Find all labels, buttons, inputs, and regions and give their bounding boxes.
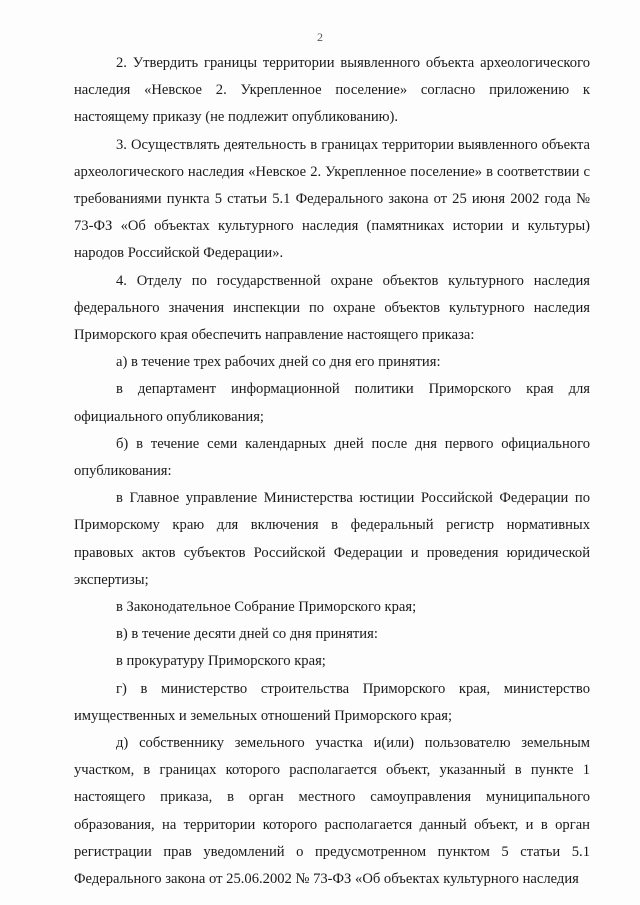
paragraph-item-b: б) в течение семи календарных дней после дня первого официального опубликования: <box>74 435 590 480</box>
paragraph-legislative-assembly: в Законодательное Собрание Приморского края; <box>116 599 417 616</box>
document-body <box>74 50 590 893</box>
paragraph-item-d: д) собственнику земельного участка и(или) пользователю земельным участком, в границах которого располагается объект, указанный в пункте 1 настоящего приказа, в орган местного самоуправления муниципального образования, на территории которого располагается данный объект, и в орган регистрации прав уведомлений о предусмотренном пунктом 5 статьи 5.1 Федерального закона от 25.06.2002 № 73-ФЗ «Об объектах культурного наследия <box>74 735 590 888</box>
paragraph-prosecutor-office: в прокуратуру Приморского края; <box>116 653 326 670</box>
paragraph-item-a: а) в течение трех рабочих дней со дня его принятия: <box>116 354 441 371</box>
paragraph-approve-boundaries: 2. Утвердить границы территории выявленного объекта археологического наследия «Невское 2. Укрепленное поселение» согласно приложению к настоящему приказу (не подлежит опубликованию). <box>74 55 590 126</box>
paragraph-item-g: г) в министерство строительства Приморского края, министерство имущественных и земельных отношений Приморского края; <box>74 680 590 724</box>
paragraph-info-policy-department: в департамент информационной политики Приморского края для официального опубликования; <box>74 381 590 425</box>
paragraph-activity-requirements: 3. Осуществлять деятельность в границах территории выявленного объекта археологического наследия «Невское 2. Укрепленное поселение» в соответствии с требованиями пункта 5 статьи 5.1 Федерального закона от 25 июня 2002 года № 73-ФЗ «Об объектах культурного наследия (памятниках истории и культуры) народов Российской Федерации». <box>74 136 590 262</box>
page-number: 2 <box>317 30 323 44</box>
paragraph-item-v: в) в течение десяти дней со дня принятия: <box>116 626 378 643</box>
paragraph-department-instruction: 4. Отделу по государственной охране объектов культурного наследия федерального значения инспекции по охране объектов культурного наследия Приморского края обеспечить направление настоящего приказа: <box>74 272 590 344</box>
paragraph-ministry-of-justice: в Главное управление Министерства юстиции Российской Федерации по Приморскому краю для включения в федеральный регистр нормативных правовых актов субъектов Российской Федерации и проведения юридической экспертизы; <box>74 490 590 588</box>
